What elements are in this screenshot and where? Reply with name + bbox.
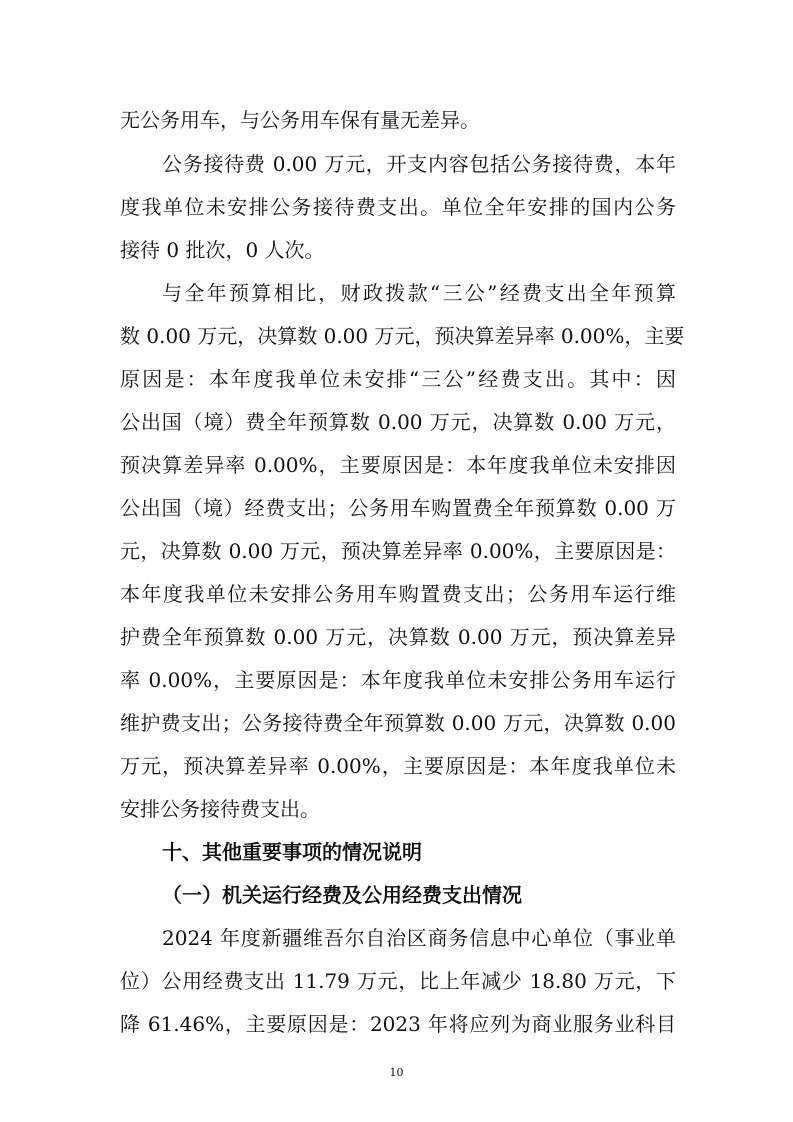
body-text-line: 无公务用车，与公务用车保有量无差异。 <box>120 108 480 132</box>
body-text-line: 接待 0 批次，0 人次。 <box>120 238 325 262</box>
body-text-line: 度我单位未安排公务接待费支出。单位全年安排的国内公务 <box>120 195 676 219</box>
body-text-line: 2024 年度新疆维吾尔自治区商务信息中心单位（事业单 <box>162 926 676 950</box>
body-text-line: 公务接待费 0.00 万元，开支内容包括公务接待费，本年 <box>162 152 676 176</box>
body-text-line: 原因是：本年度我单位未安排“三公”经费支出。其中：因 <box>120 367 676 391</box>
page-number: 10 <box>389 1066 404 1079</box>
body-text-line: 预决算差异率 0.00%，主要原因是：本年度我单位未安排因 <box>120 453 676 477</box>
body-text-line: 率 0.00%，主要原因是：本年度我单位未安排公务用车运行 <box>120 668 676 692</box>
body-text-line: 数 0.00 万元，决算数 0.00 万元，预决算差异率 0.00%，主要 <box>120 324 685 348</box>
section-heading: 十、其他重要事项的情况说明 <box>162 840 422 864</box>
body-text-line: 降 61.46%，主要原因是：2023 年将应列为商业服务业科目 <box>120 1012 676 1036</box>
body-text-line: 与全年预算相比，财政拨款“三公”经费支出全年预算 <box>162 281 676 305</box>
body-text-line: 元，决算数 0.00 万元，预决算差异率 0.00%，主要原因是： <box>120 539 676 563</box>
body-text-line: 万元，预决算差异率 0.00%，主要原因是：本年度我单位未 <box>120 754 676 778</box>
body-text-line: 安排公务接待费支出。 <box>120 797 320 821</box>
body-text-line: 公出国（境）费全年预算数 0.00 万元，决算数 0.00 万元， <box>120 410 676 434</box>
subsection-heading: （一）机关运行经费及公用经费支出情况 <box>162 883 522 907</box>
body-text-line: 公出国（境）经费支出；公务用车购置费全年预算数 0.00 万 <box>120 496 676 520</box>
body-text-line: 维护费支出；公务接待费全年预算数 0.00 万元，决算数 0.00 <box>120 711 676 735</box>
body-text-line: 本年度我单位未安排公务用车购置费支出；公务用车运行维 <box>120 582 676 606</box>
body-text-line: 位）公用经费支出 11.79 万元，比上年减少 18.80 万元，下 <box>120 969 676 993</box>
body-text-line: 护费全年预算数 0.00 万元，决算数 0.00 万元，预决算差异 <box>120 625 676 649</box>
